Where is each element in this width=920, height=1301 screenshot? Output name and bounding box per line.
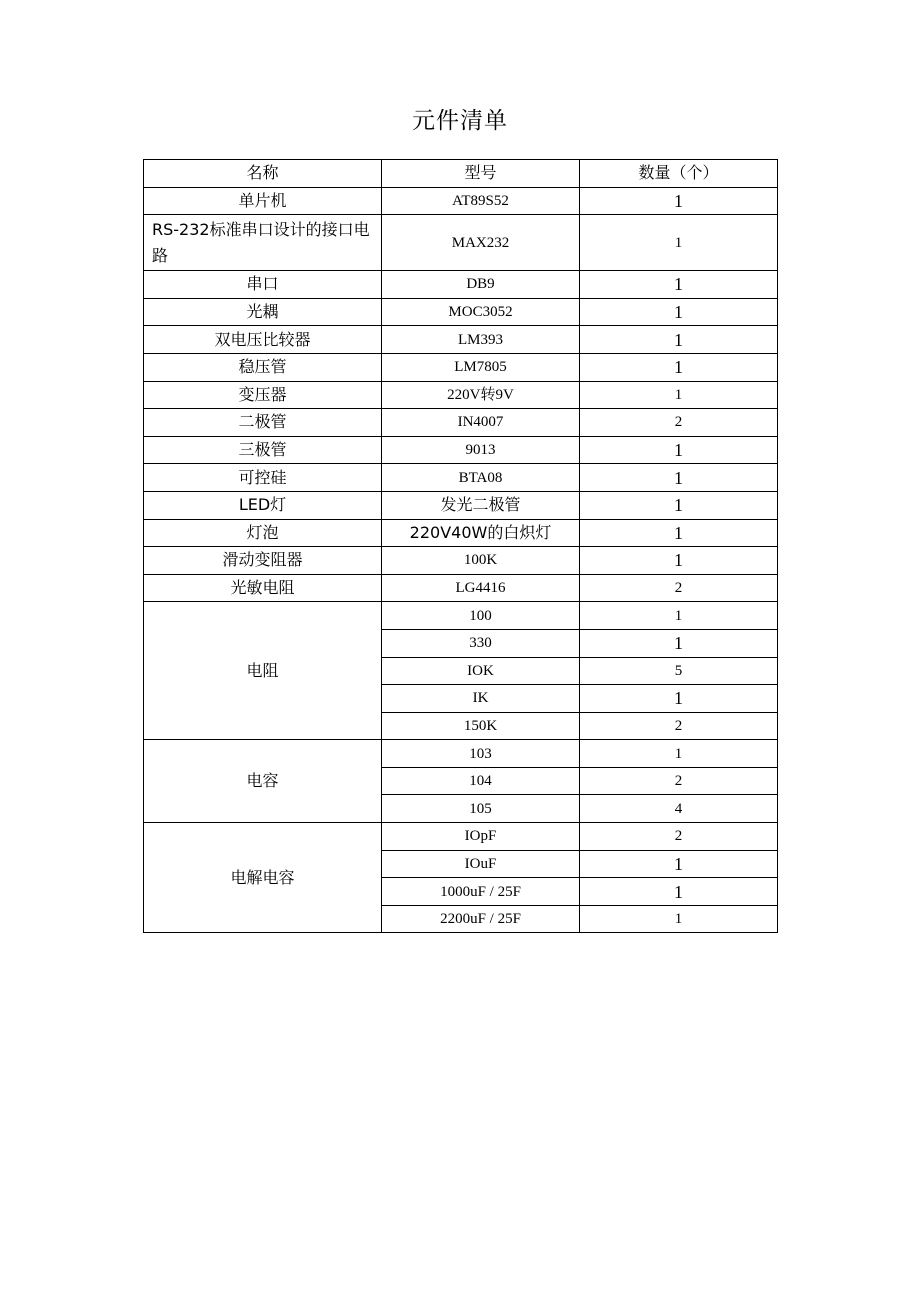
row-model: LG4416 (382, 574, 580, 602)
group-name-capacitor: 电容 (144, 740, 382, 823)
table-row (144, 464, 778, 492)
row-model: 220V转9V (382, 381, 580, 409)
row-quantity: 5 (580, 657, 778, 685)
row-quantity: 1 (580, 353, 778, 381)
row-model: DB9 (382, 271, 580, 299)
row-model: 104 (382, 767, 580, 795)
row-quantity: 2 (580, 823, 778, 851)
row-model: LM7805 (382, 353, 580, 381)
row-model: BTA08 (382, 464, 580, 492)
row-model: MOC3052 (382, 298, 580, 326)
page-title: 元件清单 (412, 108, 508, 134)
group-name-electrolytic-capacitor: 电解电容 (144, 823, 382, 933)
table-row (144, 409, 778, 437)
row-model: IOpF (382, 823, 580, 851)
header-name: 名称 (144, 160, 382, 188)
table-row (144, 353, 778, 381)
row-quantity: 4 (580, 795, 778, 823)
row-model: IK (382, 685, 580, 713)
table-row (144, 298, 778, 326)
table-row (144, 381, 778, 409)
row-quantity: 1 (580, 326, 778, 354)
table-row (144, 436, 778, 464)
row-quantity: 1 (580, 187, 778, 215)
row-model: LM393 (382, 326, 580, 354)
group-name-resistor: 电阻 (144, 602, 382, 740)
row-name: 二极管 (144, 409, 382, 437)
row-model: 103 (382, 740, 580, 768)
row-quantity: 1 (580, 685, 778, 713)
row-model: 100 (382, 602, 580, 630)
row-quantity: 2 (580, 409, 778, 437)
row-model: 1000uF / 25F (382, 878, 580, 906)
row-quantity: 1 (580, 464, 778, 492)
row-name: 单片机 (144, 187, 382, 215)
row-quantity: 1 (580, 271, 778, 299)
row-model: 330 (382, 629, 580, 657)
row-name: 串口 (144, 271, 382, 299)
row-quantity: 1 (580, 381, 778, 409)
header-model: 型号 (382, 160, 580, 188)
table-row (144, 602, 778, 630)
row-quantity: 1 (580, 905, 778, 933)
row-name: 双电压比较器 (144, 326, 382, 354)
table-row (144, 574, 778, 602)
row-model: 105 (382, 795, 580, 823)
table-row (144, 519, 778, 547)
row-name: LED灯 (144, 491, 382, 519)
table-row (144, 740, 778, 768)
row-quantity: 2 (580, 712, 778, 740)
table-header-row (144, 160, 778, 188)
row-quantity: 2 (580, 574, 778, 602)
row-model: IN4007 (382, 409, 580, 437)
row-model: AT89S52 (382, 187, 580, 215)
table-row (144, 823, 778, 851)
row-name: 灯泡 (144, 519, 382, 547)
row-model: IOK (382, 657, 580, 685)
row-name: 可控硅 (144, 464, 382, 492)
row-name: 三极管 (144, 436, 382, 464)
row-quantity: 1 (580, 547, 778, 575)
row-quantity: 1 (580, 850, 778, 878)
table-row (144, 271, 778, 299)
row-model: 220V40W的白炽灯 (382, 519, 580, 547)
component-list-table (143, 159, 778, 933)
row-model: 100K (382, 547, 580, 575)
row-name: 滑动变阻器 (144, 547, 382, 575)
row-model: MAX232 (382, 215, 580, 271)
header-quantity: 数量（个） (580, 160, 778, 188)
row-quantity: 1 (580, 878, 778, 906)
row-quantity: 1 (580, 491, 778, 519)
row-quantity: 1 (580, 298, 778, 326)
row-model: 发光二极管 (382, 491, 580, 519)
table-row (144, 547, 778, 575)
row-name: RS-232标准串口设计的接口电路 (144, 215, 382, 271)
table-row (144, 187, 778, 215)
row-quantity: 1 (580, 519, 778, 547)
row-name: 光耦 (144, 298, 382, 326)
row-model: 2200uF / 25F (382, 905, 580, 933)
row-model: IOuF (382, 850, 580, 878)
row-quantity: 1 (580, 629, 778, 657)
row-name: 变压器 (144, 381, 382, 409)
row-quantity: 1 (580, 740, 778, 768)
row-quantity: 1 (580, 602, 778, 630)
row-model: 9013 (382, 436, 580, 464)
table-row (144, 491, 778, 519)
row-name: 稳压管 (144, 353, 382, 381)
row-name: 光敏电阻 (144, 574, 382, 602)
row-model: 150K (382, 712, 580, 740)
table-row (144, 215, 778, 271)
table-row (144, 326, 778, 354)
row-quantity: 2 (580, 767, 778, 795)
row-quantity: 1 (580, 215, 778, 271)
row-quantity: 1 (580, 436, 778, 464)
